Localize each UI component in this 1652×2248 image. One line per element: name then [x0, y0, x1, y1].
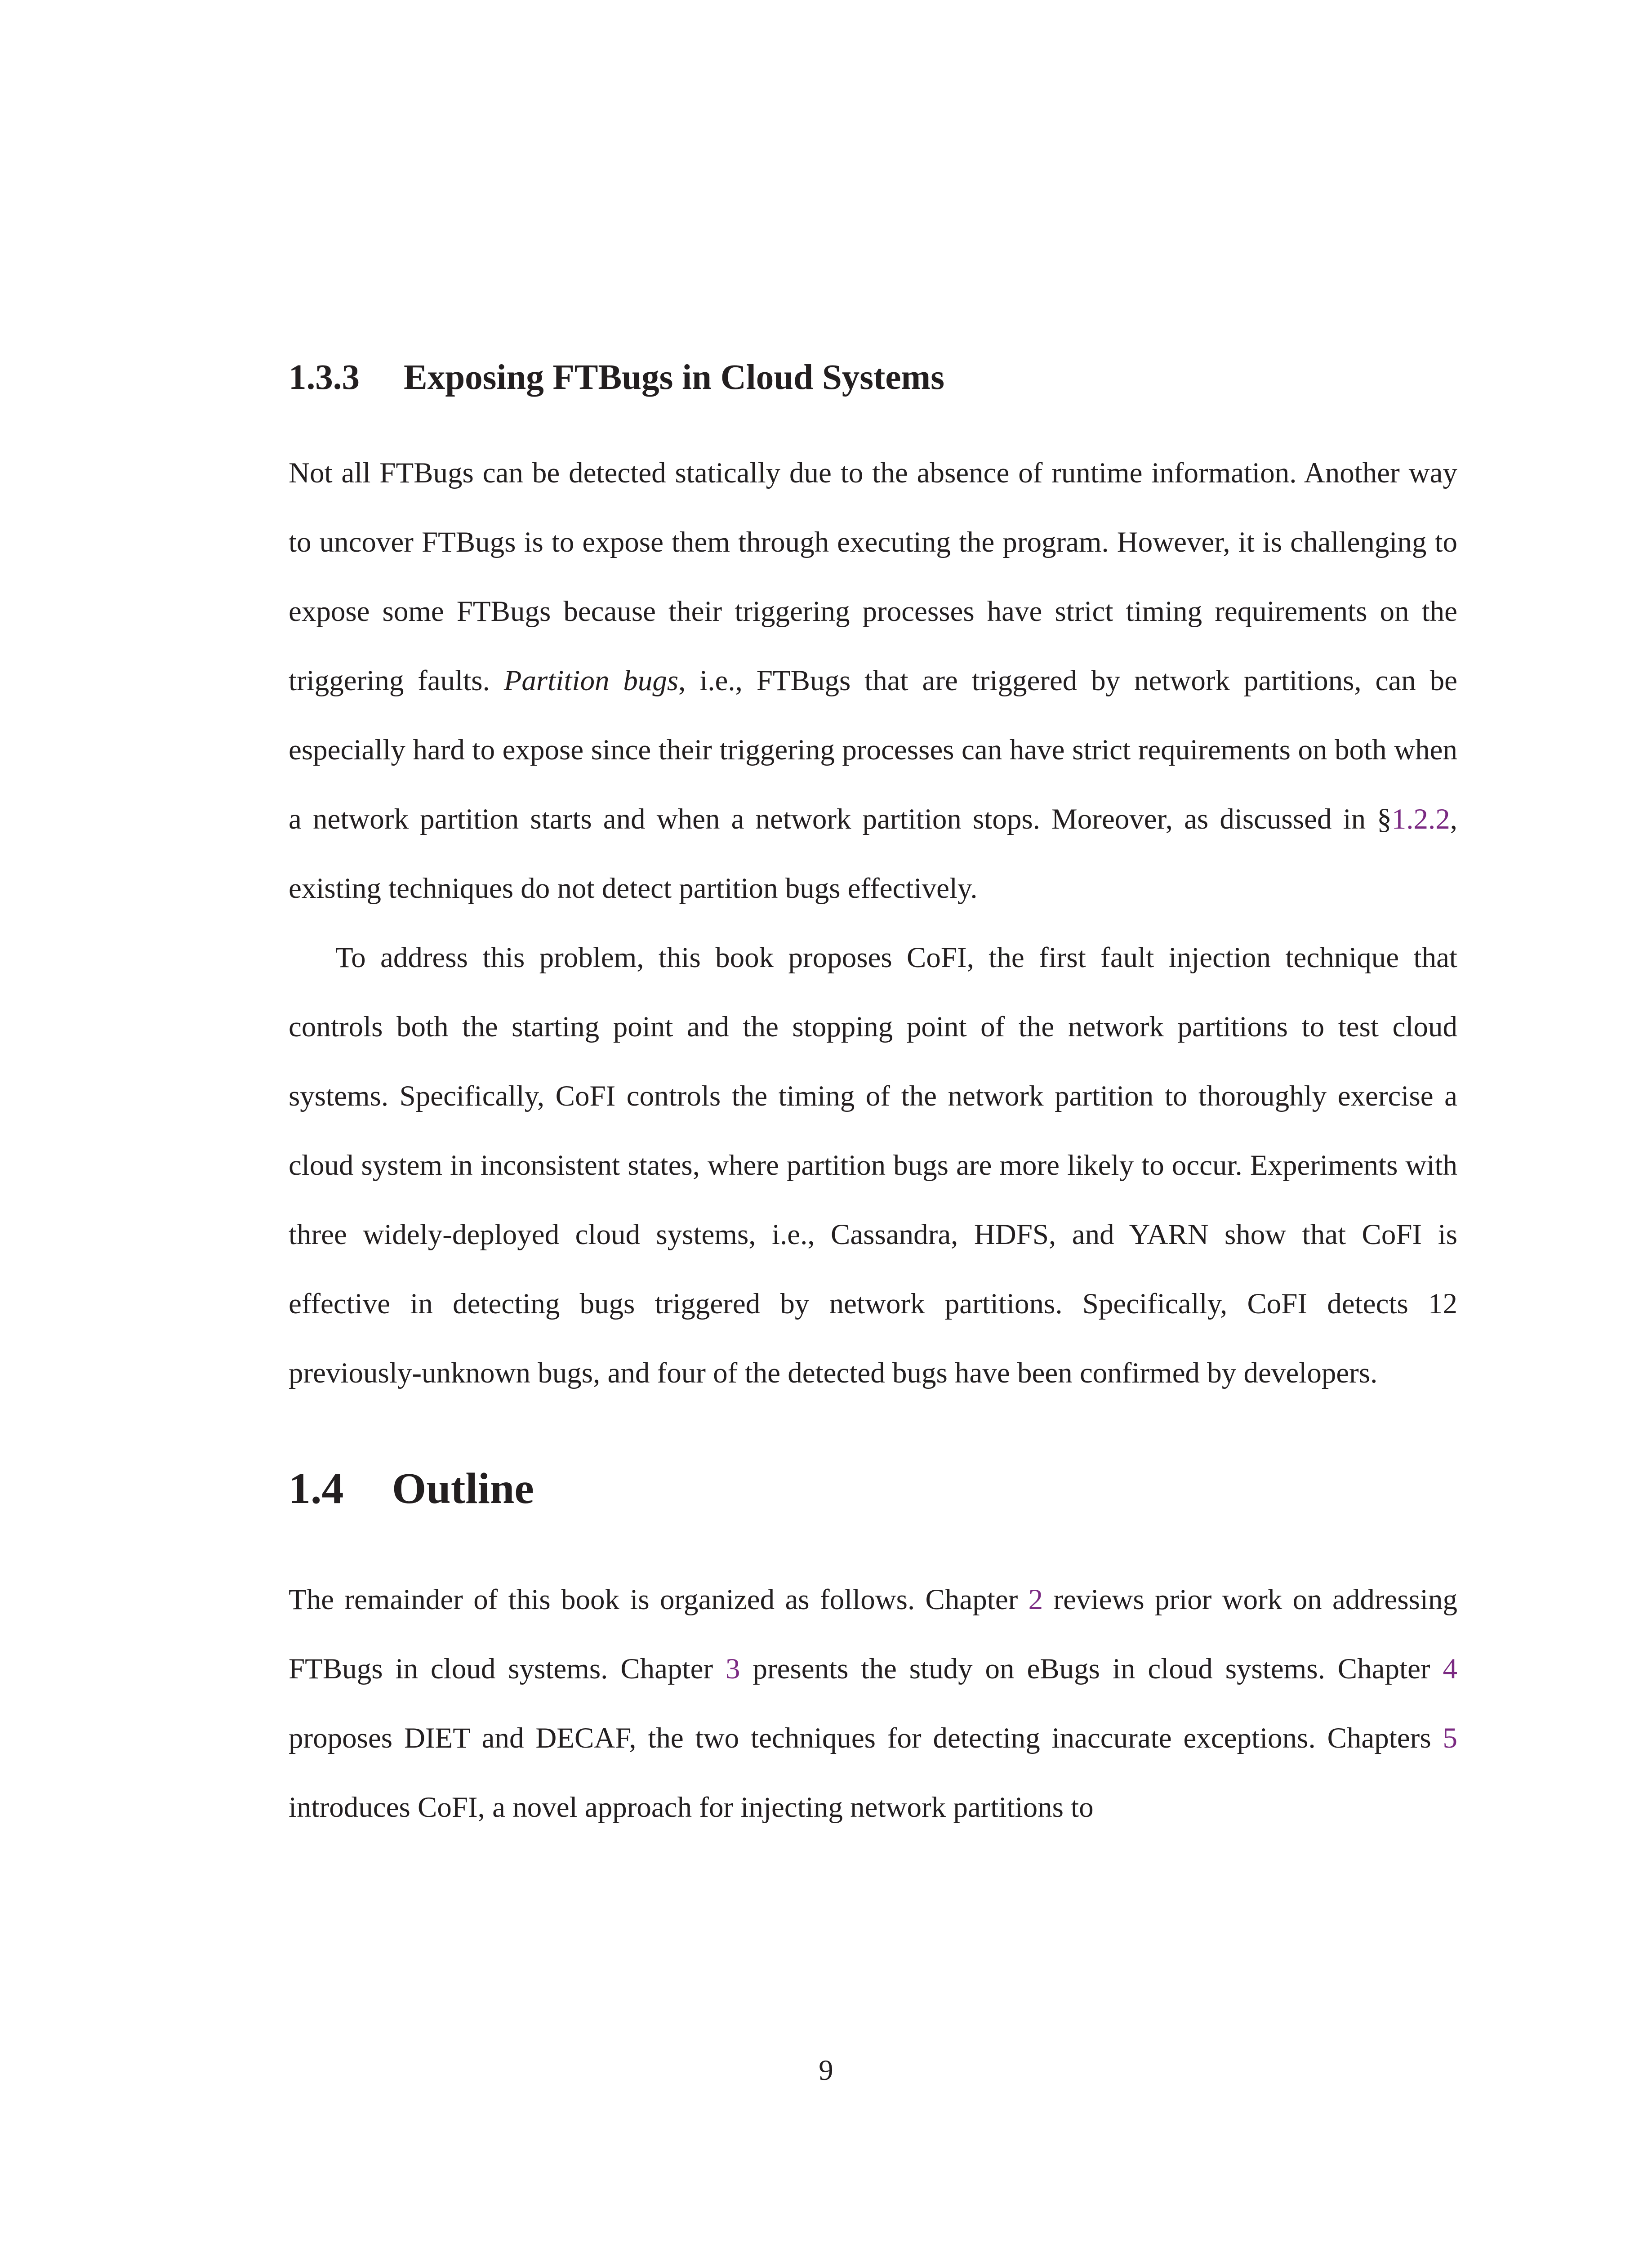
term-partition-bugs: Partition bugs — [503, 665, 679, 697]
chapter-ref-link[interactable]: 2 — [1028, 1583, 1043, 1616]
section-heading — [289, 1462, 1457, 1516]
paragraph-cofi: To address this problem, this book proposes CoFI, the first fault injection technique that controls both the starting point and the stopping point of the network partitions to test cloud systems. Specifically, CoFI controls the timing of the network partition to thoroughly exercise a cloud system in inconsistent states, where partition bugs are more likely to occur. Experiments with three widely-deployed cloud systems, i.e., Cassandra, HDFS, and YARN show that CoFI is effective in detecting bugs triggered by network partitions. Specifically, CoFI detects 12 previously-unknown bugs, and four of the detected bugs have been confirmed by developers. — [289, 941, 1457, 1389]
chapter-ref-link[interactable]: 3 — [726, 1653, 740, 1685]
paragraph-text: The remainder of this book is organized as follows. Chapter — [289, 1583, 1029, 1616]
subsection-title: Exposing FTBugs in Cloud Systems — [404, 358, 944, 397]
paragraph-text: proposes DIET and DECAF, the two techniques for detecting inaccurate exceptions. Chapters — [289, 1722, 1443, 1754]
section-number: 1.4 — [289, 1464, 344, 1513]
page-number: 9 — [819, 2054, 833, 2087]
chapter-ref-link[interactable]: 5 — [1443, 1722, 1457, 1754]
paragraph-text: , i.e., FTBugs that are triggered by network partitions, can be especially hard to expose since their triggering processes can have strict requirements on both when a network partition starts and when a network partition stops. Moreover, as discussed in § — [289, 665, 1457, 835]
paragraph-outline — [289, 1565, 1457, 1842]
paragraph-text: reviews prior work on addressing FTBugs in cloud systems. Chapter — [289, 1583, 1457, 1685]
paragraph-text: , existing techniques do not detect partition bugs effectively. — [289, 803, 1457, 905]
paragraph-text: introduces CoFI, a novel approach for injecting network partitions to — [289, 1791, 1094, 1824]
section-title: Outline — [392, 1464, 534, 1513]
paragraph-partition-bugs — [289, 438, 1457, 923]
section-ref-link[interactable]: 1.2.2 — [1391, 803, 1450, 835]
subsection-heading — [289, 355, 1457, 400]
page-body — [289, 355, 1457, 1842]
subsection-number: 1.3.3 — [289, 358, 360, 397]
paragraph-text: Not all FTBugs can be detected statically due to the absence of runtime information. Another way to uncover FTBugs is to expose them through executing the program. However, it is challenging to expose some FTBugs because their triggering processes have strict timing requirements on the triggering faults. — [289, 457, 1457, 697]
paragraph-text: presents the study on eBugs in cloud systems. Chapter — [740, 1653, 1443, 1685]
chapter-ref-link[interactable]: 4 — [1443, 1653, 1457, 1685]
